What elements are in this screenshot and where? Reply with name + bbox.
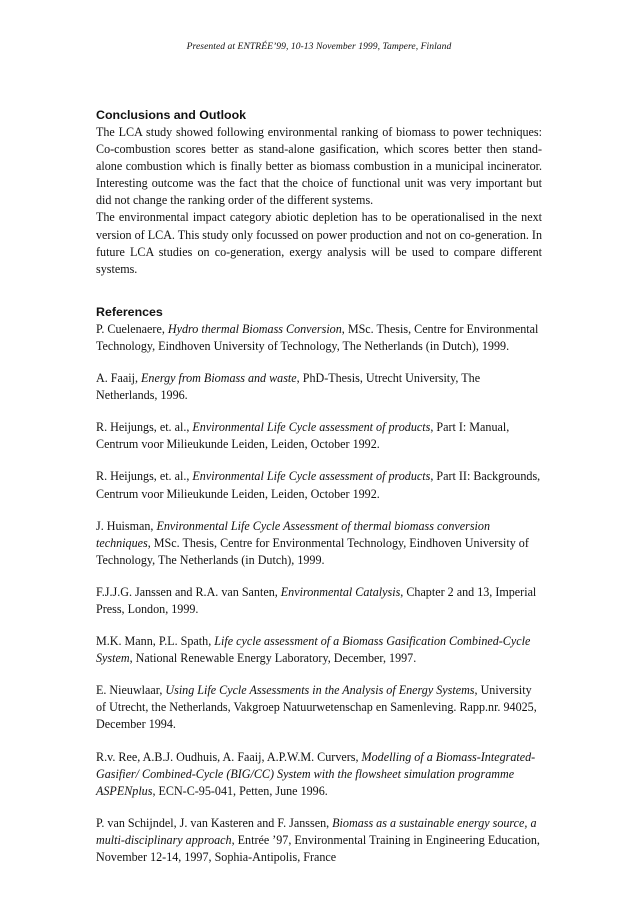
reference-details: , MSc. Thesis, Centre for Environmental Technology, Eindhoven University of Technology, The Netherlands (in Dutch), 1999. (96, 321, 539, 353)
reference-title: Life cycle assessment of a Biomass Gasification Combined-Cycle System (96, 634, 531, 666)
reference-details: , Entrée ’97, Environmental Training in Engineering Education, November 12-14, 1997, Sophia-Antipolis, France (96, 832, 540, 864)
reference-item (96, 370, 542, 404)
reference-item (96, 321, 542, 355)
reference-details: , National Renewable Energy Laboratory, December, 1997. (129, 651, 417, 666)
reference-item (96, 518, 542, 569)
reference-title: Environmental Life Cycle Assessment of thermal biomass conversion techniques (96, 518, 491, 550)
reference-authors: P. Cuelenaere, (96, 321, 168, 336)
references-heading: References (96, 304, 163, 319)
reference-title: Environmental Catalysis (280, 584, 401, 599)
reference-authors: R.v. Ree, A.B.J. Oudhuis, A. Faaij, A.P.W.M. Curvers, (96, 749, 362, 764)
section-spacer (96, 278, 542, 304)
reference-authors: E. Nieuwlaar, (96, 683, 166, 698)
conclusions-paragraph-2: The environmental impact category abiotic depletion has to be operationalised in the next version of LCA. This study only focussed on power production and not on co-generation. In future LCA studies on co-generation, exergy analysis will be used to compare different systems. (96, 210, 542, 276)
reference-title: Energy from Biomass and waste (141, 371, 297, 386)
reference-authors: J. Huisman, (96, 518, 157, 533)
reference-item (96, 815, 542, 866)
reference-item (96, 419, 542, 453)
reference-item (96, 633, 542, 667)
running-header: Presented at ENTRÉE’99, 10-13 November 1999, Tampere, Finland (186, 41, 452, 52)
reference-authors: M.K. Mann, P.L. Spath, (96, 634, 215, 649)
reference-item (96, 468, 542, 502)
reference-details: , MSc. Thesis, Centre for Environmental Technology, Eindhoven University of Technology, The Netherlands (in Dutch), 1999. (96, 535, 529, 567)
reference-title: Environmental Life Cycle assessment of products (192, 420, 431, 435)
reference-authors: A. Faaij, (96, 371, 142, 386)
reference-authors: P. van Schijndel, J. van Kasteren and F. Janssen, (96, 815, 333, 830)
reference-details: , ECN-C-95-041, Petten, June 1996. (152, 783, 328, 798)
reference-details: , University of Utrecht, the Netherlands, Vakgroep Natuurwetenschap en Samenleving. Rapp.nr. 94025, December 1994. (96, 683, 537, 732)
reference-item (96, 584, 542, 618)
reference-details: , Part II: Backgrounds, Centrum voor Milieukunde Leiden, Leiden, October 1992. (96, 469, 541, 501)
reference-title: Hydro thermal Biomass Conversion (167, 321, 342, 336)
reference-authors: R. Heijungs, et. al., (96, 469, 193, 484)
reference-item (96, 749, 542, 800)
reference-title: Using Life Cycle Assessments in the Analysis of Energy Systems (165, 683, 475, 698)
reference-title: Modelling of a Biomass-Integrated-Gasifier/ Combined-Cycle (BIG/CC) System with the flowsheet simulation programme ASPENplus (96, 749, 536, 798)
reference-title: Environmental Life Cycle assessment of products (192, 469, 431, 484)
conclusions-paragraph-1: The LCA study showed following environmental ranking of biomass to power techniques: Co-combustion scores better as stand-alone gasification, which scores better then stand-alone combustion which is finally better as biomass combustion in a municipal incinerator. Interesting outcome was the fact that the choice of functional unit was very important but did not change the ranking order of the different systems. (96, 125, 542, 208)
reference-details: , PhD-Thesis, Utrecht University, The Netherlands, 1996. (96, 371, 481, 403)
reference-authors: R. Heijungs, et. al., (96, 420, 193, 435)
reference-item (96, 682, 542, 733)
reference-authors: F.J.J.G. Janssen and R.A. van Santen, (96, 584, 281, 599)
page-content (96, 107, 542, 881)
reference-details: , Part I: Manual, Centrum voor Milieukunde Leiden, Leiden, October 1992. (96, 420, 510, 452)
reference-details: , Chapter 2 and 13, Imperial Press, London, 1999. (96, 584, 537, 616)
reference-list (96, 321, 542, 866)
conclusions-heading: Conclusions and Outlook (96, 108, 247, 122)
reference-title: Biomass as a sustainable energy source, a multi-disciplinary approach (96, 815, 537, 847)
